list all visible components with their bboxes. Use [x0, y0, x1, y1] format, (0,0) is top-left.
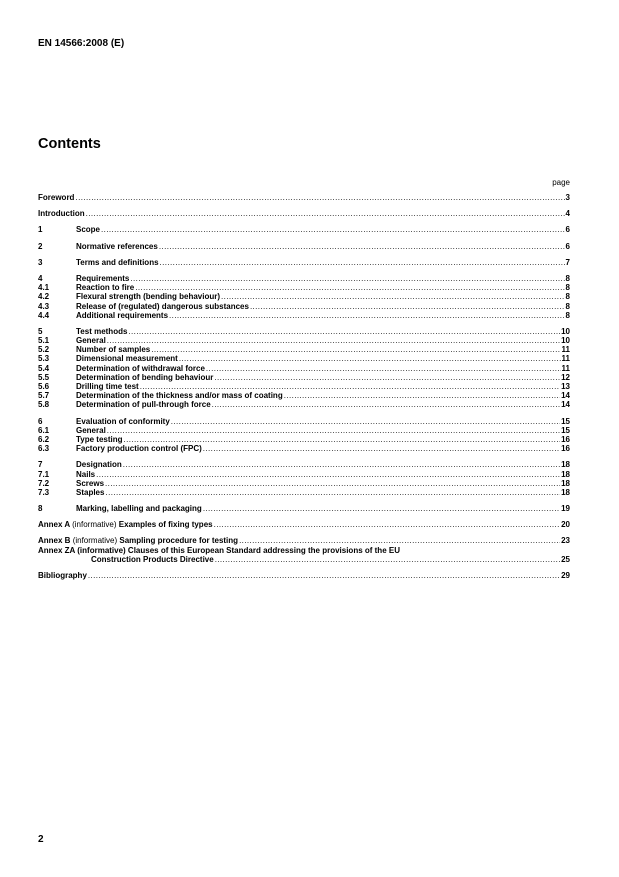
- leader-dots: [101, 225, 565, 234]
- toc-entry-label: Staples: [76, 487, 105, 497]
- toc-entry-page: 6: [565, 241, 570, 251]
- toc-entry[interactable]: [38, 283, 570, 292]
- toc-entry-page: 10: [561, 326, 570, 336]
- toc-entry-label: Number of samples: [76, 345, 151, 355]
- toc-entry-page: 13: [561, 382, 570, 391]
- leader-dots: [75, 193, 564, 202]
- toc-entry[interactable]: [38, 274, 570, 283]
- annex-type: (informative): [72, 520, 117, 530]
- toc-entry-page: 8: [565, 292, 570, 302]
- toc-entry-annex-a[interactable]: [38, 520, 570, 529]
- toc-entry-number: 4.1: [38, 283, 50, 293]
- toc-entry-label: Screws: [76, 478, 105, 488]
- leader-dots: [96, 470, 560, 479]
- toc-entry-page: 25: [561, 554, 570, 564]
- toc-entry-page: 8: [565, 273, 570, 283]
- toc-entry[interactable]: [38, 504, 570, 513]
- toc-entry-label: Test methods: [76, 326, 128, 336]
- annex-type: (informative): [72, 536, 118, 546]
- leader-dots: [107, 336, 560, 345]
- leader-dots: [160, 258, 565, 267]
- annex-title: Examples of fixing types: [118, 520, 213, 530]
- toc-entry-label: Requirements: [76, 273, 130, 283]
- toc-entry-page: 15: [561, 425, 570, 435]
- toc-entry-label: Factory production control (FPC): [76, 444, 202, 454]
- toc-entry-label: [38, 536, 238, 545]
- leader-dots: [221, 292, 565, 301]
- toc-entry-label: Flexural strength (bending behaviour): [76, 292, 221, 302]
- toc-entry[interactable]: [38, 426, 570, 435]
- toc-entry-page: 10: [561, 336, 570, 346]
- annex-prefix: Annex B: [38, 536, 71, 546]
- toc-entry-page: 29: [561, 571, 570, 580]
- page-column-label: page: [552, 178, 570, 187]
- toc-entry-label: Determination of withdrawal force: [76, 363, 205, 373]
- leader-dots: [105, 479, 560, 488]
- annex-title: Sampling procedure for testing: [119, 536, 239, 546]
- toc-entry-page: 18: [561, 478, 570, 488]
- toc-entry-label: Reaction to fire: [76, 283, 135, 293]
- toc-entry-number: 4.3: [38, 301, 50, 311]
- toc-entry-label: General: [76, 425, 106, 435]
- toc-entry-number: 6.2: [38, 434, 50, 444]
- leader-dots: [250, 302, 565, 311]
- leader-dots: [86, 209, 565, 218]
- toc-entry-page: 11: [561, 363, 570, 373]
- toc-entry-number: 5.3: [38, 354, 50, 364]
- toc-entry-label: Bibliography: [38, 571, 87, 580]
- toc-entry-number: 4: [38, 273, 43, 283]
- toc-entry-page: 15: [561, 416, 570, 426]
- toc-entry[interactable]: [38, 345, 570, 354]
- toc-entry-page: 3: [565, 193, 570, 202]
- toc-entry[interactable]: [38, 364, 570, 373]
- toc-entry-number: 6: [38, 416, 43, 426]
- toc-entry-label: Release of (regulated) dangerous substances: [76, 301, 249, 311]
- toc-entry-label: Scope: [76, 225, 101, 235]
- toc-entry-number: 2: [38, 241, 43, 251]
- toc-entry-label: Foreword: [38, 193, 75, 202]
- toc-entry-number: 8: [38, 504, 43, 514]
- document-id: EN 14566:2008 (E): [38, 38, 125, 49]
- leader-dots: [284, 391, 560, 400]
- toc-entry[interactable]: [38, 302, 570, 311]
- toc-entry-number: 5.8: [38, 400, 50, 410]
- toc-entry-label: Marking, labelling and packaging: [76, 504, 202, 514]
- toc-entry-number: 1: [38, 225, 43, 235]
- toc-entries: [38, 193, 570, 513]
- leader-dots: [214, 373, 560, 382]
- toc-entry-number: 4.2: [38, 292, 50, 302]
- leader-dots: [124, 435, 561, 444]
- toc-entry-bibliography[interactable]: [38, 571, 570, 580]
- toc-entry-page: 8: [565, 283, 570, 293]
- toc-entry-label: Determination of pull-through force: [76, 400, 211, 410]
- toc-entry[interactable]: [38, 327, 570, 336]
- leader-dots: [88, 571, 560, 580]
- leader-dots: [203, 504, 560, 513]
- toc-entry[interactable]: [38, 354, 570, 363]
- leader-dots: [239, 536, 560, 545]
- leader-dots: [203, 444, 560, 453]
- toc-entry[interactable]: [38, 311, 570, 320]
- annex-prefix: Annex A: [38, 520, 70, 530]
- toc-entry-label: Drilling time test: [76, 382, 139, 391]
- leader-dots: [171, 417, 560, 426]
- toc-entry-page: 18: [561, 469, 570, 479]
- toc-entry-label: Introduction: [38, 209, 85, 219]
- toc-entry[interactable]: [38, 382, 570, 391]
- toc-entry[interactable]: [38, 435, 570, 444]
- toc-entry-number: 7: [38, 460, 43, 470]
- toc-entry-page: 7: [565, 257, 570, 267]
- toc-entry-label: Annex ZA (informative) Clauses of this European Standard addressing the provisions of the EU: [38, 545, 400, 555]
- toc-entry-number: 5.5: [38, 372, 50, 382]
- toc-entry[interactable]: [38, 391, 570, 400]
- toc-entry[interactable]: [38, 460, 570, 469]
- leader-dots: [135, 283, 564, 292]
- toc-entry-number: 7.1: [38, 469, 50, 479]
- toc-entry-number: 5.7: [38, 391, 50, 401]
- toc-entry-number: 4.4: [38, 310, 50, 320]
- leader-dots: [128, 327, 560, 336]
- leader-dots: [140, 382, 560, 391]
- toc-entry[interactable]: [38, 373, 570, 382]
- toc-entry-number: 7.3: [38, 487, 50, 497]
- toc-entry-label: [38, 520, 213, 529]
- toc-entry-number: 5.2: [38, 345, 50, 355]
- toc-entry[interactable]: [38, 292, 570, 301]
- toc-entry-number: 6.3: [38, 444, 50, 454]
- page-title: Contents: [38, 136, 101, 152]
- leader-dots: [214, 520, 561, 529]
- leader-dots: [206, 364, 561, 373]
- toc-entry[interactable]: [38, 400, 570, 409]
- toc-entry[interactable]: [38, 417, 570, 426]
- toc-entry-label: Type testing: [76, 434, 123, 444]
- toc-entry-number: 5.4: [38, 363, 50, 373]
- toc-entry-number: 5: [38, 326, 43, 336]
- toc-entry-page: 20: [561, 520, 570, 530]
- leader-dots: [123, 460, 560, 469]
- toc-entry-page: 11: [561, 345, 570, 355]
- page-number: 2: [38, 834, 44, 845]
- leader-dots: [212, 400, 560, 409]
- toc-entry-label: Terms and definitions: [76, 257, 159, 267]
- toc-entry[interactable]: [38, 225, 570, 234]
- toc-entry[interactable]: [38, 193, 570, 202]
- toc-entry-page: 18: [561, 460, 570, 470]
- leader-dots: [169, 311, 565, 320]
- toc-entry[interactable]: [38, 479, 570, 488]
- toc-entry[interactable]: [38, 209, 570, 218]
- toc-entry-label: Determination of bending behaviour: [76, 372, 214, 382]
- toc-entry-page: 16: [561, 444, 570, 454]
- toc-entry-label: Dimensional measurement: [76, 354, 178, 364]
- leader-dots: [159, 242, 565, 251]
- leader-dots: [130, 274, 564, 283]
- leader-dots: [151, 345, 560, 354]
- toc-entry-page: 18: [561, 487, 570, 497]
- toc-entry-label: Normative references: [76, 241, 158, 251]
- toc-entry-page: 14: [561, 400, 570, 410]
- toc-entry-page: 19: [561, 504, 570, 514]
- table-of-contents: [38, 193, 570, 580]
- toc-entry-annex-za-line2[interactable]: [38, 555, 570, 564]
- toc-entry-number: 5.1: [38, 336, 50, 346]
- toc-entry-page: 8: [565, 301, 570, 311]
- toc-entry-label: Designation: [76, 460, 122, 470]
- toc-entry-label: Determination of the thickness and/or mass of coating: [76, 391, 283, 401]
- leader-dots: [107, 426, 560, 435]
- toc-entry-annex-za-line1[interactable]: [38, 546, 570, 555]
- toc-entry-page: 16: [561, 434, 570, 444]
- leader-dots: [215, 555, 560, 564]
- toc-entry-number: 3: [38, 257, 43, 267]
- toc-entry-page: 23: [561, 536, 570, 546]
- toc-entry-page: 12: [561, 372, 570, 382]
- toc-entry-page: 6: [565, 225, 570, 235]
- toc-entry[interactable]: [38, 470, 570, 479]
- toc-entry-page: 8: [565, 310, 570, 320]
- toc-entry[interactable]: [38, 488, 570, 497]
- leader-dots: [105, 488, 560, 497]
- toc-entry-label: Construction Products Directive: [91, 554, 214, 564]
- toc-entry[interactable]: [38, 444, 570, 453]
- toc-entry[interactable]: [38, 258, 570, 267]
- toc-entry-number: 6.1: [38, 425, 50, 435]
- toc-entry-number: 5.6: [38, 382, 50, 391]
- toc-entry[interactable]: [38, 336, 570, 345]
- toc-entry-label: General: [76, 336, 106, 346]
- leader-dots: [179, 354, 561, 363]
- toc-entry-label: Nails: [76, 469, 96, 479]
- toc-entry-page: 11: [561, 354, 570, 364]
- toc-entry[interactable]: [38, 242, 570, 251]
- toc-entry-page: 4: [565, 209, 570, 219]
- toc-entry-annex-b[interactable]: [38, 536, 570, 545]
- toc-entry-label: Evaluation of conformity: [76, 416, 170, 426]
- toc-entry-number: 7.2: [38, 478, 50, 488]
- toc-entry-page: 14: [561, 391, 570, 401]
- toc-entry-label: Additional requirements: [76, 310, 169, 320]
